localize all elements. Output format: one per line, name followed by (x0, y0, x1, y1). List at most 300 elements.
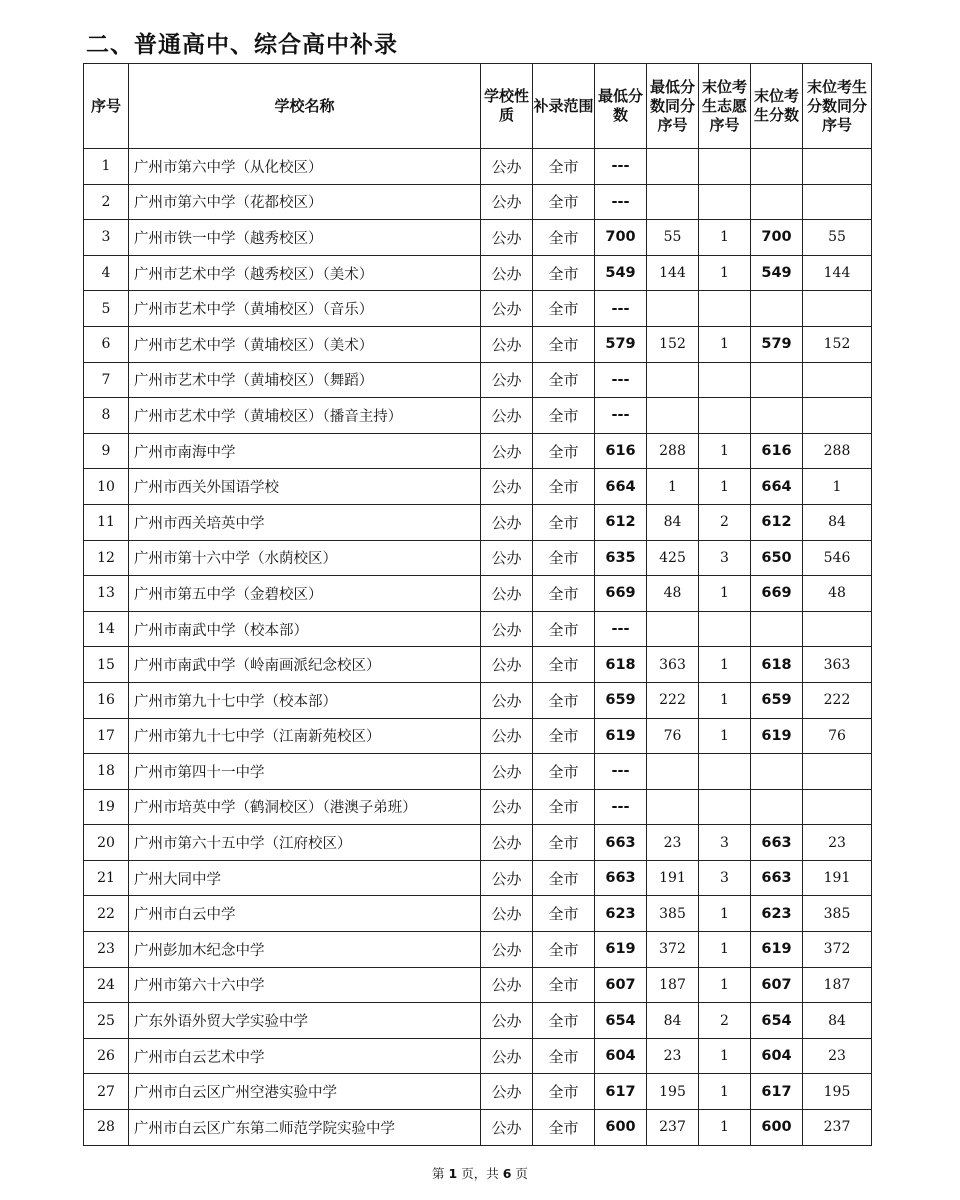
cell-last-score (751, 149, 803, 185)
footer-mid: 页，共 (461, 1166, 499, 1181)
cell-range: 全市 (533, 967, 595, 1003)
header-school: 学校名称 (129, 64, 481, 149)
cell-seq: 21 (84, 860, 129, 896)
table-row (84, 433, 872, 469)
cell-type: 公办 (481, 932, 533, 968)
cell-school: 广州彭加木纪念中学 (129, 932, 481, 968)
cell-last-score: 664 (751, 469, 803, 505)
cell-last-wish-rank: 1 (699, 682, 751, 718)
cell-last-wish-rank: 1 (699, 326, 751, 362)
cell-range: 全市 (533, 291, 595, 327)
cell-range: 全市 (533, 611, 595, 647)
cell-type: 公办 (481, 433, 533, 469)
cell-last-wish-rank: 1 (699, 433, 751, 469)
cell-last-same-rank: 195 (803, 1074, 872, 1110)
cell-min-score: 663 (595, 825, 647, 861)
header-row (84, 64, 872, 149)
cell-range: 全市 (533, 754, 595, 790)
table-row (84, 469, 872, 505)
cell-seq: 19 (84, 789, 129, 825)
cell-seq: 20 (84, 825, 129, 861)
cell-seq: 10 (84, 469, 129, 505)
cell-last-wish-rank: 2 (699, 1003, 751, 1039)
cell-last-score: 617 (751, 1074, 803, 1110)
cell-min-score: 612 (595, 504, 647, 540)
cell-range: 全市 (533, 825, 595, 861)
cell-min-score: --- (595, 398, 647, 434)
cell-min-score: --- (595, 149, 647, 185)
cell-range: 全市 (533, 326, 595, 362)
cell-last-wish-rank (699, 611, 751, 647)
cell-last-same-rank: 1 (803, 469, 872, 505)
cell-range: 全市 (533, 647, 595, 683)
cell-type: 公办 (481, 967, 533, 1003)
cell-min-same-rank (647, 184, 699, 220)
cell-school: 广州市艺术中学（黄埔校区）（舞蹈） (129, 362, 481, 398)
cell-range: 全市 (533, 932, 595, 968)
cell-last-same-rank (803, 149, 872, 185)
cell-type: 公办 (481, 647, 533, 683)
cell-min-same-rank: 372 (647, 932, 699, 968)
cell-school: 广州市第九十七中学（江南新苑校区） (129, 718, 481, 754)
cell-seq: 15 (84, 647, 129, 683)
cell-range: 全市 (533, 682, 595, 718)
cell-min-same-rank: 55 (647, 220, 699, 256)
table-row (84, 789, 872, 825)
cell-type: 公办 (481, 255, 533, 291)
cell-min-score: 607 (595, 967, 647, 1003)
page-footer (0, 1164, 960, 1182)
cell-last-wish-rank: 3 (699, 540, 751, 576)
cell-type: 公办 (481, 469, 533, 505)
cell-type: 公办 (481, 540, 533, 576)
cell-type: 公办 (481, 504, 533, 540)
cell-school: 广州市第六中学（从化校区） (129, 149, 481, 185)
cell-range: 全市 (533, 220, 595, 256)
cell-min-same-rank (647, 398, 699, 434)
table-row (84, 1110, 872, 1146)
cell-type: 公办 (481, 149, 533, 185)
cell-min-score: 700 (595, 220, 647, 256)
cell-seq: 13 (84, 576, 129, 612)
cell-last-score: 663 (751, 825, 803, 861)
cell-seq: 3 (84, 220, 129, 256)
table-header (84, 64, 872, 149)
table-row (84, 220, 872, 256)
cell-last-same-rank: 23 (803, 825, 872, 861)
cell-min-same-rank: 288 (647, 433, 699, 469)
table-row (84, 860, 872, 896)
cell-min-same-rank: 48 (647, 576, 699, 612)
cell-seq: 24 (84, 967, 129, 1003)
cell-min-same-rank (647, 789, 699, 825)
table-row (84, 1038, 872, 1074)
cell-type: 公办 (481, 896, 533, 932)
cell-school: 广州市第五中学（金碧校区） (129, 576, 481, 612)
cell-school: 广州市西关外国语学校 (129, 469, 481, 505)
table-row (84, 540, 872, 576)
cell-min-same-rank: 195 (647, 1074, 699, 1110)
cell-min-same-rank (647, 291, 699, 327)
cell-min-score: 619 (595, 932, 647, 968)
table-row (84, 326, 872, 362)
cell-min-same-rank (647, 149, 699, 185)
page-title: 二、普通高中、综合高中补录 (86, 32, 398, 58)
cell-last-score (751, 398, 803, 434)
cell-last-wish-rank: 3 (699, 825, 751, 861)
cell-last-same-rank: 385 (803, 896, 872, 932)
table-row (84, 576, 872, 612)
cell-last-same-rank (803, 789, 872, 825)
cell-last-same-rank: 48 (803, 576, 872, 612)
cell-last-wish-rank: 1 (699, 932, 751, 968)
cell-last-score: 663 (751, 860, 803, 896)
cell-range: 全市 (533, 433, 595, 469)
cell-last-score: 650 (751, 540, 803, 576)
cell-type: 公办 (481, 291, 533, 327)
cell-school: 广州市艺术中学（黄埔校区）（音乐） (129, 291, 481, 327)
cell-school: 广州市第十六中学（水荫校区） (129, 540, 481, 576)
cell-min-score: --- (595, 611, 647, 647)
cell-school: 广州市南武中学（校本部） (129, 611, 481, 647)
cell-last-same-rank (803, 611, 872, 647)
cell-range: 全市 (533, 1110, 595, 1146)
cell-min-same-rank (647, 754, 699, 790)
cell-type: 公办 (481, 754, 533, 790)
cell-last-wish-rank (699, 291, 751, 327)
cell-min-score: --- (595, 754, 647, 790)
cell-seq: 16 (84, 682, 129, 718)
cell-seq: 12 (84, 540, 129, 576)
cell-type: 公办 (481, 398, 533, 434)
table-row (84, 149, 872, 185)
cell-range: 全市 (533, 255, 595, 291)
cell-seq: 17 (84, 718, 129, 754)
cell-min-same-rank (647, 611, 699, 647)
header-type: 学校性质 (481, 64, 533, 149)
table-row (84, 1074, 872, 1110)
table-row (84, 825, 872, 861)
cell-min-same-rank: 237 (647, 1110, 699, 1146)
cell-last-same-rank (803, 398, 872, 434)
cell-last-same-rank (803, 291, 872, 327)
cell-range: 全市 (533, 576, 595, 612)
cell-last-score: 619 (751, 932, 803, 968)
cell-last-score: 600 (751, 1110, 803, 1146)
cell-seq: 11 (84, 504, 129, 540)
cell-min-same-rank (647, 362, 699, 398)
table-row (84, 967, 872, 1003)
cell-school: 广州市第六十六中学 (129, 967, 481, 1003)
cell-min-same-rank: 144 (647, 255, 699, 291)
cell-last-wish-rank (699, 149, 751, 185)
cell-last-score: 623 (751, 896, 803, 932)
cell-type: 公办 (481, 184, 533, 220)
cell-last-wish-rank: 1 (699, 1038, 751, 1074)
cell-last-same-rank: 152 (803, 326, 872, 362)
cell-type: 公办 (481, 576, 533, 612)
cell-min-same-rank: 222 (647, 682, 699, 718)
footer-total-pages: 6 (502, 1166, 512, 1181)
cell-school: 广州市白云区广东第二师范学院实验中学 (129, 1110, 481, 1146)
cell-last-same-rank: 363 (803, 647, 872, 683)
cell-school: 广州市艺术中学（越秀校区）（美术） (129, 255, 481, 291)
cell-min-same-rank: 84 (647, 504, 699, 540)
cell-min-score: 619 (595, 718, 647, 754)
cell-last-wish-rank: 1 (699, 647, 751, 683)
cell-last-same-rank: 222 (803, 682, 872, 718)
header-last-score: 末位考生分数 (751, 64, 803, 149)
cell-min-score: --- (595, 789, 647, 825)
cell-min-score: 659 (595, 682, 647, 718)
cell-last-score (751, 362, 803, 398)
cell-range: 全市 (533, 184, 595, 220)
cell-last-wish-rank (699, 184, 751, 220)
cell-last-score: 669 (751, 576, 803, 612)
cell-range: 全市 (533, 718, 595, 754)
header-min-score: 最低分数 (595, 64, 647, 149)
header-min-same-rank: 最低分数同分序号 (647, 64, 699, 149)
cell-last-wish-rank (699, 789, 751, 825)
cell-last-wish-rank: 1 (699, 1110, 751, 1146)
cell-seq: 9 (84, 433, 129, 469)
cell-last-same-rank: 191 (803, 860, 872, 896)
cell-min-same-rank: 23 (647, 825, 699, 861)
cell-last-same-rank: 55 (803, 220, 872, 256)
admission-table (83, 63, 872, 1146)
cell-min-score: 617 (595, 1074, 647, 1110)
cell-last-score: 612 (751, 504, 803, 540)
cell-last-score (751, 184, 803, 220)
table-row (84, 398, 872, 434)
cell-min-score: --- (595, 291, 647, 327)
cell-range: 全市 (533, 1038, 595, 1074)
cell-last-wish-rank: 1 (699, 220, 751, 256)
cell-min-score: --- (595, 362, 647, 398)
cell-last-same-rank: 144 (803, 255, 872, 291)
cell-school: 广州市艺术中学（黄埔校区）（美术） (129, 326, 481, 362)
cell-min-same-rank: 425 (647, 540, 699, 576)
table-row (84, 611, 872, 647)
cell-school: 广州市第六十五中学（江府校区） (129, 825, 481, 861)
cell-min-score: 618 (595, 647, 647, 683)
cell-range: 全市 (533, 504, 595, 540)
table-row (84, 1003, 872, 1039)
cell-range: 全市 (533, 540, 595, 576)
cell-min-score: 654 (595, 1003, 647, 1039)
cell-range: 全市 (533, 469, 595, 505)
table-row (84, 754, 872, 790)
cell-min-same-rank: 84 (647, 1003, 699, 1039)
cell-seq: 28 (84, 1110, 129, 1146)
cell-last-score: 659 (751, 682, 803, 718)
header-last-same-rank: 末位考生分数同分序号 (803, 64, 872, 149)
header-last-wish-rank: 末位考生志愿序号 (699, 64, 751, 149)
cell-min-same-rank: 152 (647, 326, 699, 362)
cell-last-same-rank: 288 (803, 433, 872, 469)
cell-range: 全市 (533, 398, 595, 434)
cell-last-score: 618 (751, 647, 803, 683)
cell-min-score: 579 (595, 326, 647, 362)
cell-last-wish-rank: 2 (699, 504, 751, 540)
cell-last-wish-rank: 1 (699, 1074, 751, 1110)
cell-seq: 6 (84, 326, 129, 362)
cell-school: 广州市白云中学 (129, 896, 481, 932)
cell-last-score: 549 (751, 255, 803, 291)
cell-min-same-rank: 76 (647, 718, 699, 754)
cell-seq: 5 (84, 291, 129, 327)
cell-last-score: 579 (751, 326, 803, 362)
cell-min-same-rank: 191 (647, 860, 699, 896)
table-row (84, 647, 872, 683)
cell-type: 公办 (481, 789, 533, 825)
cell-school: 广州市白云艺术中学 (129, 1038, 481, 1074)
cell-last-score: 619 (751, 718, 803, 754)
cell-min-score: --- (595, 184, 647, 220)
cell-last-same-rank: 372 (803, 932, 872, 968)
cell-last-score (751, 611, 803, 647)
cell-seq: 1 (84, 149, 129, 185)
cell-type: 公办 (481, 611, 533, 647)
cell-range: 全市 (533, 1074, 595, 1110)
cell-min-score: 663 (595, 860, 647, 896)
cell-seq: 18 (84, 754, 129, 790)
cell-min-same-rank: 23 (647, 1038, 699, 1074)
cell-seq: 4 (84, 255, 129, 291)
cell-type: 公办 (481, 860, 533, 896)
cell-type: 公办 (481, 326, 533, 362)
cell-last-score (751, 754, 803, 790)
cell-min-score: 669 (595, 576, 647, 612)
table-row (84, 932, 872, 968)
cell-school: 广州市南海中学 (129, 433, 481, 469)
cell-type: 公办 (481, 1038, 533, 1074)
cell-last-score (751, 291, 803, 327)
table-row (84, 504, 872, 540)
cell-type: 公办 (481, 1110, 533, 1146)
header-seq: 序号 (84, 64, 129, 149)
cell-last-same-rank: 84 (803, 504, 872, 540)
cell-last-score (751, 789, 803, 825)
header-range: 补录范围 (533, 64, 595, 149)
cell-school: 广州大同中学 (129, 860, 481, 896)
cell-last-same-rank: 76 (803, 718, 872, 754)
cell-seq: 25 (84, 1003, 129, 1039)
cell-last-score: 654 (751, 1003, 803, 1039)
table-row (84, 291, 872, 327)
cell-seq: 26 (84, 1038, 129, 1074)
cell-school: 广州市第六中学（花都校区） (129, 184, 481, 220)
cell-last-score: 700 (751, 220, 803, 256)
cell-school: 广州市铁一中学（越秀校区） (129, 220, 481, 256)
cell-school: 广州市培英中学（鹤洞校区）（港澳子弟班） (129, 789, 481, 825)
cell-school: 广州市白云区广州空港实验中学 (129, 1074, 481, 1110)
cell-last-same-rank: 187 (803, 967, 872, 1003)
cell-school: 广州市艺术中学（黄埔校区）（播音主持） (129, 398, 481, 434)
cell-last-score: 616 (751, 433, 803, 469)
cell-range: 全市 (533, 896, 595, 932)
cell-type: 公办 (481, 682, 533, 718)
cell-last-wish-rank: 1 (699, 967, 751, 1003)
cell-seq: 8 (84, 398, 129, 434)
cell-last-same-rank (803, 754, 872, 790)
cell-range: 全市 (533, 789, 595, 825)
cell-min-same-rank: 385 (647, 896, 699, 932)
cell-seq: 14 (84, 611, 129, 647)
cell-seq: 27 (84, 1074, 129, 1110)
cell-type: 公办 (481, 362, 533, 398)
cell-last-wish-rank (699, 754, 751, 790)
cell-last-wish-rank (699, 398, 751, 434)
cell-last-same-rank: 237 (803, 1110, 872, 1146)
footer-suffix: 页 (515, 1166, 528, 1181)
cell-min-same-rank: 1 (647, 469, 699, 505)
cell-school: 广州市第九十七中学（校本部） (129, 682, 481, 718)
cell-last-wish-rank: 1 (699, 255, 751, 291)
cell-seq: 2 (84, 184, 129, 220)
cell-last-wish-rank: 1 (699, 718, 751, 754)
cell-last-wish-rank (699, 362, 751, 398)
cell-last-same-rank: 84 (803, 1003, 872, 1039)
cell-range: 全市 (533, 149, 595, 185)
table-row (84, 682, 872, 718)
table-row (84, 255, 872, 291)
cell-min-score: 600 (595, 1110, 647, 1146)
cell-min-same-rank: 363 (647, 647, 699, 683)
cell-seq: 7 (84, 362, 129, 398)
cell-min-score: 616 (595, 433, 647, 469)
cell-last-same-rank (803, 362, 872, 398)
table-row (84, 718, 872, 754)
cell-school: 广州市第四十一中学 (129, 754, 481, 790)
cell-min-score: 549 (595, 255, 647, 291)
cell-type: 公办 (481, 718, 533, 754)
footer-page-number: 1 (448, 1166, 458, 1181)
cell-last-wish-rank: 1 (699, 576, 751, 612)
cell-last-same-rank: 546 (803, 540, 872, 576)
cell-min-score: 635 (595, 540, 647, 576)
cell-type: 公办 (481, 825, 533, 861)
cell-min-score: 623 (595, 896, 647, 932)
cell-seq: 23 (84, 932, 129, 968)
cell-type: 公办 (481, 220, 533, 256)
cell-school: 广州市西关培英中学 (129, 504, 481, 540)
cell-last-same-rank: 23 (803, 1038, 872, 1074)
table-row (84, 362, 872, 398)
table-row (84, 896, 872, 932)
footer-prefix: 第 (432, 1166, 445, 1181)
cell-range: 全市 (533, 860, 595, 896)
cell-min-score: 604 (595, 1038, 647, 1074)
cell-last-same-rank (803, 184, 872, 220)
cell-seq: 22 (84, 896, 129, 932)
cell-school: 广东外语外贸大学实验中学 (129, 1003, 481, 1039)
cell-type: 公办 (481, 1074, 533, 1110)
cell-school: 广州市南武中学（岭南画派纪念校区） (129, 647, 481, 683)
cell-min-same-rank: 187 (647, 967, 699, 1003)
cell-range: 全市 (533, 1003, 595, 1039)
table-row (84, 184, 872, 220)
cell-last-wish-rank: 1 (699, 896, 751, 932)
cell-last-wish-rank: 3 (699, 860, 751, 896)
cell-type: 公办 (481, 1003, 533, 1039)
cell-min-score: 664 (595, 469, 647, 505)
cell-range: 全市 (533, 362, 595, 398)
cell-last-score: 607 (751, 967, 803, 1003)
cell-last-score: 604 (751, 1038, 803, 1074)
cell-last-wish-rank: 1 (699, 469, 751, 505)
table-body (84, 149, 872, 1146)
